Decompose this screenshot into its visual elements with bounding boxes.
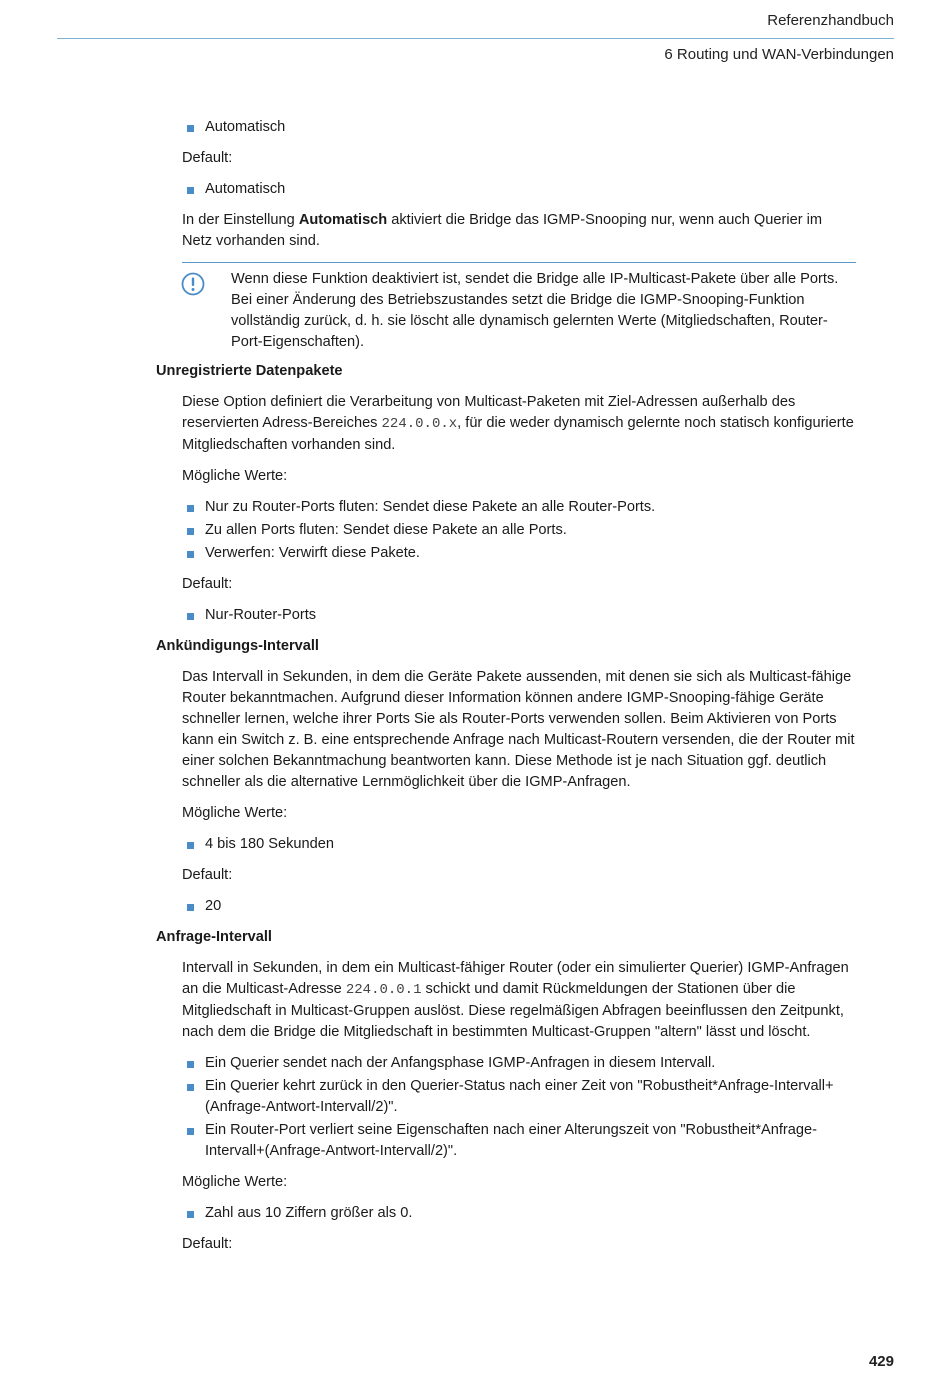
- values-list: [182, 497, 856, 564]
- code-address: 224.0.0.x: [381, 416, 458, 432]
- section-heading: Unregistrierte Datenpakete: [156, 363, 343, 379]
- list-item: Nur-Router-Ports: [182, 605, 856, 626]
- default-label: Default:: [182, 867, 233, 883]
- announce-paragraph: Das Intervall in Sekunden, in dem die Geräte Pakete aussenden, mit denen sie sich als Multicast-fähige Router bekanntmachen. Aufgrund dieser Information können andere IGMP-Snooping-fähige Geräte schneller lernen, welche ihrer Ports Sie als Router-Ports verwenden sollen. Beim Aktivieren von Ports kann ein Switch z. B. eine entsprechende Anfrage nach Multicast-Routern versenden, die der Router mit einer solchen Bekanntmachung beantworten kann. Diese Methode ist je nach Situation ggf. deutlich schneller als die alternative Lernmöglichkeit über die IGMP-Anfragen.: [182, 669, 855, 790]
- list-item: Verwerfen: Verwirft diese Pakete.: [182, 543, 856, 564]
- header-rule: [57, 38, 894, 39]
- default-list: [182, 896, 856, 917]
- warning-circle-icon: [181, 272, 205, 296]
- list-item: Ein Router-Port verliert seine Eigenschaften nach einer Alterungszeit von "Robustheit*Anfrage-Intervall+(Anfrage-Antwort-Intervall/2)".: [182, 1120, 856, 1162]
- default-label: Default:: [182, 576, 233, 592]
- default-label: Default:: [182, 150, 233, 166]
- text-run: Diese Option definiert die Verarbeitung von Multicast-Paketen mit Ziel-Adressen außerhalb des reservierten Adress-Bereiches: [182, 394, 796, 431]
- values-label: Mögliche Werte:: [182, 468, 288, 484]
- list-item: Automatisch: [182, 117, 856, 138]
- list-item: Ein Querier sendet nach der Anfangsphase IGMP-Anfragen in diesem Intervall.: [182, 1053, 856, 1074]
- header-chapter: 6 Routing und WAN-Verbindungen: [664, 46, 894, 63]
- section-heading: Ankündigungs-Intervall: [156, 638, 319, 654]
- list-item: Automatisch: [182, 179, 856, 200]
- query-bullets: [182, 1053, 856, 1162]
- list-item: Zu allen Ports fluten: Sendet diese Pakete an alle Ports.: [182, 520, 856, 541]
- unregistered-paragraph: [182, 392, 856, 456]
- default-list: [182, 179, 856, 200]
- text-run: Intervall in Sekunden, in dem ein Multicast-fähiger Router (oder ein simulierter Querier) IGMP-Anfragen an die Multicast-Adresse: [182, 960, 849, 997]
- text-run: aktiviert die Bridge das IGMP-Snooping nur, wenn auch Querier im Netz vorhanden sind.: [182, 212, 823, 249]
- text-run: In der Einstellung: [182, 212, 299, 228]
- intro-list: [182, 117, 856, 138]
- intro-paragraph: [182, 210, 856, 252]
- page-number: 429: [868, 1353, 894, 1370]
- list-item: Ein Querier kehrt zurück in den Querier-Status nach einer Zeit von "Robustheit*Anfrage-Intervall+(Anfrage-Antwort-Intervall/2)".: [182, 1076, 856, 1118]
- note-text: Wenn diese Funktion deaktiviert ist, sendet die Bridge alle IP-Multicast-Pakete über alle Ports. Bei einer Änderung des Betriebszustandes setzt die Bridge die IGMP-Snooping-Funktion vollständig zurück, d. h. sie löscht alle dynamisch gelernten Werte (Mitgliedschaften, Router-Port-Eigenschaften).: [231, 271, 839, 350]
- values-list: [182, 1203, 856, 1224]
- text-run: schickt und damit Rückmeldungen der Stationen über die Mitgliedschaft in Multicast-Gruppen auslöst. Diese regelmäßigen Abfragen beeinflussen den Zeitpunkt, nach dem die Bridge die Mitgliedschaft in bestimmten Multicast-Gruppen "altern" lässt und löscht.: [182, 981, 844, 1040]
- values-label: Mögliche Werte:: [182, 1174, 288, 1190]
- text-run: , für die weder dynamisch gelernte noch statisch konfigurierte Mitgliedschaften vorhanden sind.: [182, 415, 854, 453]
- page-header: [57, 8, 894, 67]
- values-label: Mögliche Werte:: [182, 805, 288, 821]
- announce-block: [182, 667, 856, 917]
- bold-term: Automatisch: [298, 212, 388, 228]
- values-list: [182, 834, 856, 855]
- header-title: Referenzhandbuch: [767, 12, 894, 29]
- list-item: 20: [182, 896, 856, 917]
- query-paragraph: [182, 958, 856, 1043]
- unregistered-block: [182, 392, 856, 626]
- list-item: Nur zu Router-Ports fluten: Sendet diese Pakete an alle Router-Ports.: [182, 497, 856, 518]
- list-item: Zahl aus 10 Ziffern größer als 0.: [182, 1203, 856, 1224]
- default-list: [182, 605, 856, 626]
- section-heading: Anfrage-Intervall: [156, 929, 272, 945]
- code-address: 224.0.0.1: [345, 982, 422, 998]
- warning-note: [182, 262, 856, 353]
- intro-block: [182, 117, 856, 353]
- query-block: [182, 958, 856, 1255]
- default-label: Default:: [182, 1236, 233, 1252]
- page-content: [156, 117, 856, 1265]
- list-item: 4 bis 180 Sekunden: [182, 834, 856, 855]
